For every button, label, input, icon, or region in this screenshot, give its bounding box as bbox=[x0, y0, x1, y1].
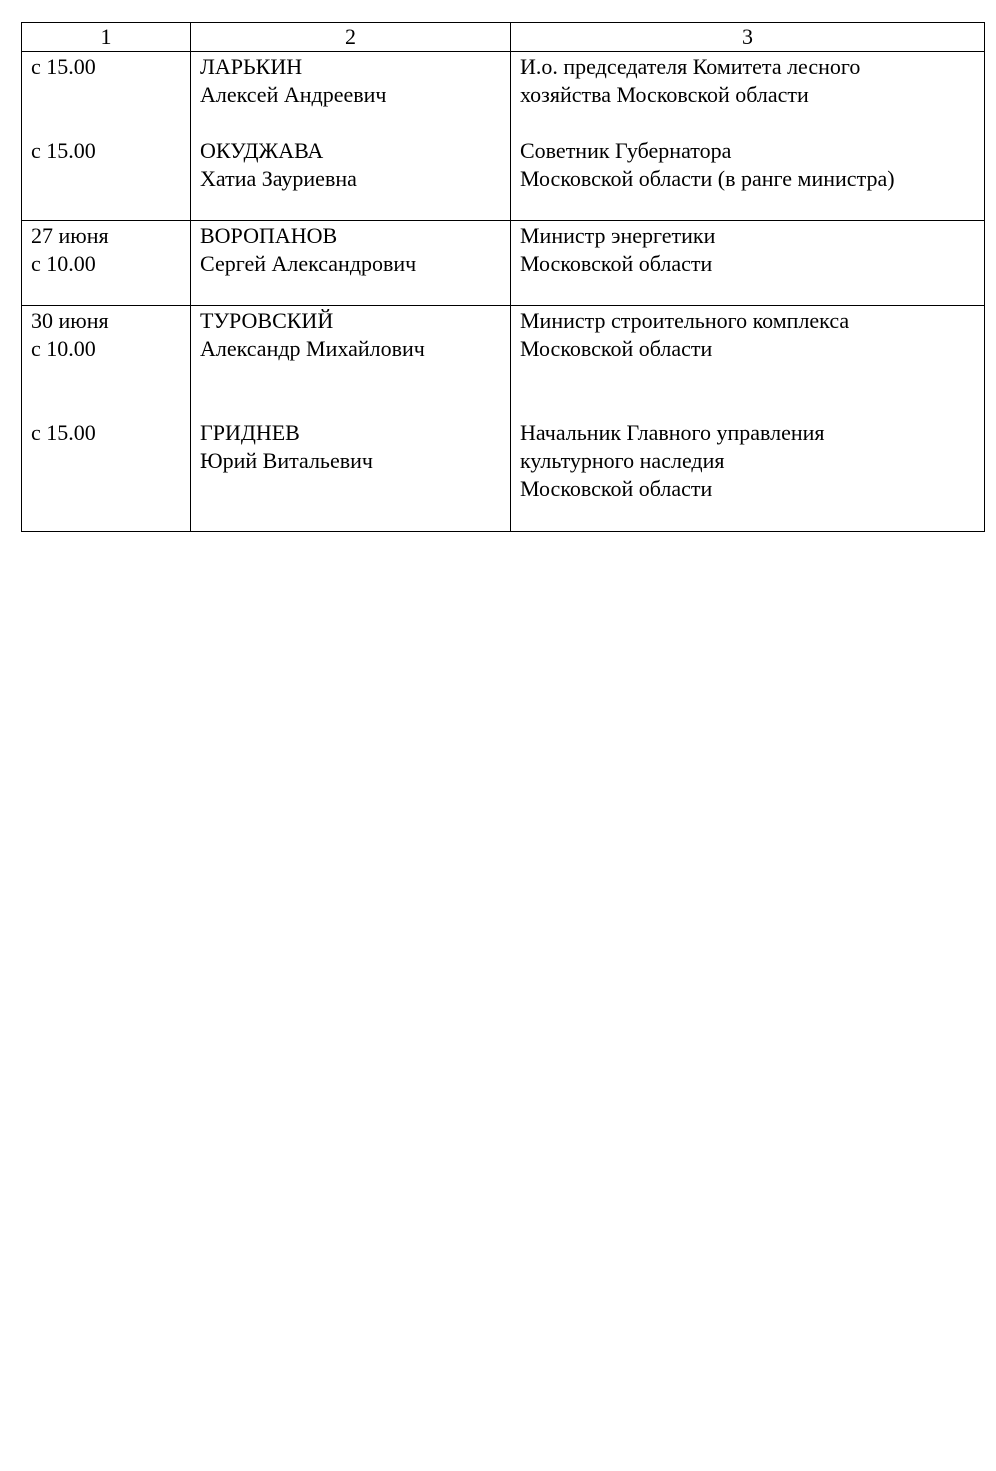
name-cell bbox=[191, 306, 511, 532]
position-text: Министр строительного комплекса bbox=[520, 308, 850, 333]
position-text: И.о. председателя Комитета лесного bbox=[520, 54, 861, 79]
name-cell bbox=[191, 221, 511, 306]
table-row bbox=[22, 306, 985, 532]
position-text: Московской области bbox=[520, 251, 713, 276]
position-text: Московской области bbox=[520, 336, 713, 361]
given-name-text: Александр Михайлович bbox=[200, 336, 425, 361]
position-text: Московской области bbox=[520, 476, 713, 501]
name-cell bbox=[191, 52, 511, 221]
time-text: с 15.00 bbox=[31, 54, 96, 79]
surname-text: ОКУДЖАВА bbox=[200, 138, 324, 163]
time-cell bbox=[22, 306, 191, 532]
time-text: с 10.00 bbox=[31, 251, 96, 276]
surname-text: ТУРОВСКИЙ bbox=[200, 308, 334, 333]
position-text: культурного наследия bbox=[520, 448, 725, 473]
column-number-2: 2 bbox=[191, 23, 511, 52]
position-text: Московской области (в ранге министра) bbox=[520, 166, 895, 191]
surname-text: ГРИДНЕВ bbox=[200, 420, 300, 445]
header-row bbox=[22, 23, 985, 52]
position-cell bbox=[511, 52, 985, 221]
column-number-1: 1 bbox=[22, 23, 191, 52]
position-text: Советник Губернатора bbox=[520, 138, 732, 163]
table-row bbox=[22, 221, 985, 306]
given-name-text: Юрий Витальевич bbox=[200, 448, 373, 473]
position-cell bbox=[511, 306, 985, 532]
surname-text: ЛАРЬКИН bbox=[200, 54, 303, 79]
time-text: с 15.00 bbox=[31, 420, 96, 445]
date-text: 27 июня bbox=[31, 223, 109, 248]
table-row bbox=[22, 52, 985, 221]
schedule-table bbox=[21, 22, 985, 532]
time-text: с 15.00 bbox=[31, 138, 96, 163]
time-cell bbox=[22, 221, 191, 306]
time-text: с 10.00 bbox=[31, 336, 96, 361]
column-number-3: 3 bbox=[511, 23, 985, 52]
position-cell bbox=[511, 221, 985, 306]
position-text: Министр энергетики bbox=[520, 223, 716, 248]
given-name-text: Сергей Александрович bbox=[200, 251, 417, 276]
given-name-text: Хатиа Зауриевна bbox=[200, 166, 357, 191]
given-name-text: Алексей Андреевич bbox=[200, 82, 387, 107]
position-text: Начальник Главного управления bbox=[520, 420, 825, 445]
date-text: 30 июня bbox=[31, 308, 109, 333]
position-text: хозяйства Московской области bbox=[520, 82, 809, 107]
time-cell bbox=[22, 52, 191, 221]
surname-text: ВОРОПАНОВ bbox=[200, 223, 338, 248]
